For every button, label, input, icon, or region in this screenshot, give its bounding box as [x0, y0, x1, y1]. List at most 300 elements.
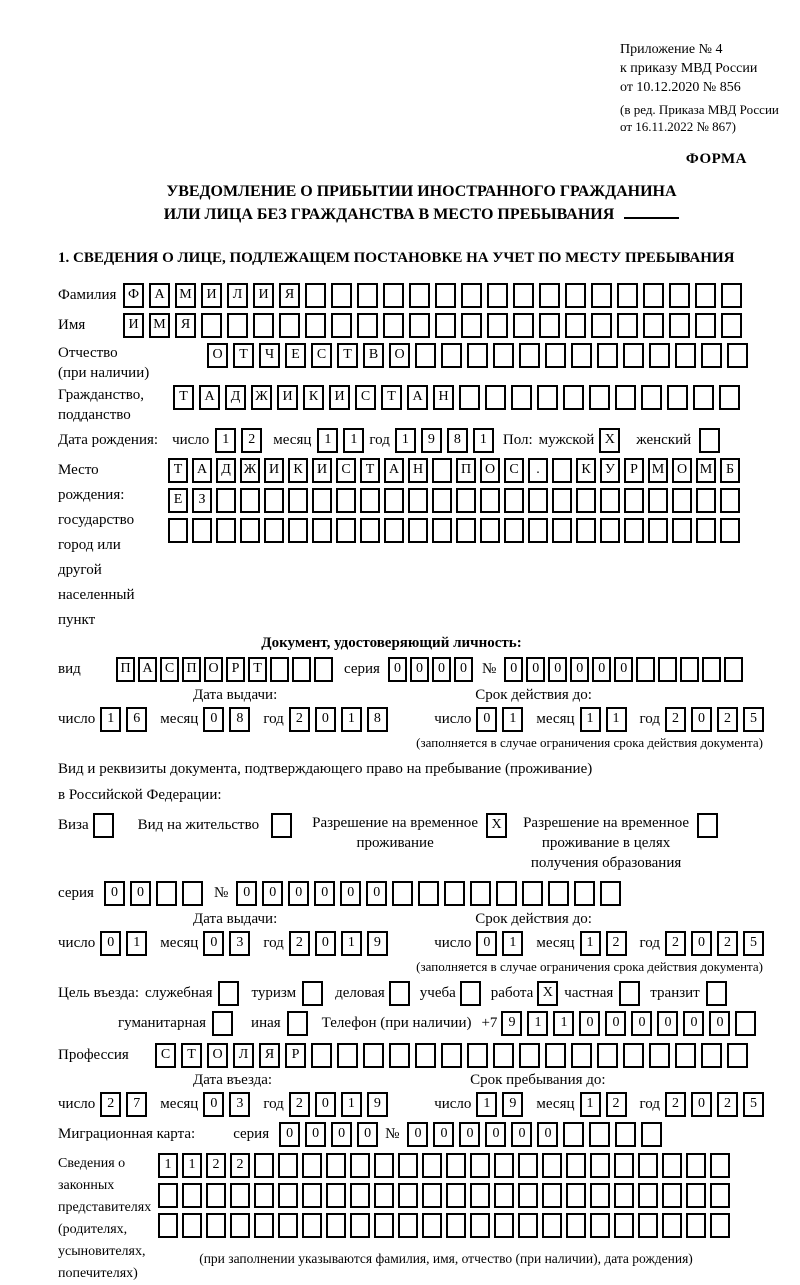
char-cell[interactable]: [326, 1183, 346, 1208]
char-cell[interactable]: С: [155, 1043, 176, 1068]
char-cell[interactable]: [574, 881, 595, 906]
char-cell[interactable]: [638, 1183, 658, 1208]
char-cell[interactable]: [168, 518, 188, 543]
char-cell[interactable]: [470, 1183, 490, 1208]
char-cell[interactable]: 1: [126, 931, 147, 956]
char-cell[interactable]: [253, 313, 274, 338]
char-cell[interactable]: [710, 1213, 730, 1238]
char-cell[interactable]: [600, 881, 621, 906]
char-cell[interactable]: [552, 518, 572, 543]
char-cell[interactable]: 0: [433, 1122, 454, 1147]
char-cell[interactable]: [288, 518, 308, 543]
char-cell[interactable]: [302, 1183, 322, 1208]
char-cell[interactable]: 1: [341, 707, 362, 732]
char-cell[interactable]: Р: [285, 1043, 306, 1068]
char-cell[interactable]: [389, 1043, 410, 1068]
char-cell[interactable]: [735, 1011, 756, 1036]
purpose-work-checkbox[interactable]: X: [537, 981, 558, 1006]
char-cell[interactable]: [649, 343, 670, 368]
char-cell[interactable]: [350, 1153, 370, 1178]
char-cell[interactable]: [669, 283, 690, 308]
purpose-official-checkbox[interactable]: [218, 981, 239, 1006]
char-cell[interactable]: [456, 488, 476, 513]
char-cell[interactable]: [701, 343, 722, 368]
char-cell[interactable]: Е: [285, 343, 306, 368]
char-cell[interactable]: 0: [288, 881, 309, 906]
char-cell[interactable]: [617, 283, 638, 308]
char-cell[interactable]: [696, 518, 716, 543]
char-cell[interactable]: М: [149, 313, 170, 338]
char-cell[interactable]: С: [504, 458, 524, 483]
char-cell[interactable]: [336, 488, 356, 513]
char-cell[interactable]: [648, 518, 668, 543]
char-cell[interactable]: [721, 283, 742, 308]
char-cell[interactable]: [350, 1183, 370, 1208]
char-cell[interactable]: 0: [657, 1011, 678, 1036]
char-cell[interactable]: [641, 1122, 662, 1147]
char-cell[interactable]: [279, 313, 300, 338]
char-cell[interactable]: [680, 657, 699, 682]
char-cell[interactable]: [643, 283, 664, 308]
char-cell[interactable]: Л: [227, 283, 248, 308]
char-cell[interactable]: [446, 1213, 466, 1238]
char-cell[interactable]: [494, 1183, 514, 1208]
char-cell[interactable]: [675, 1043, 696, 1068]
visa-checkbox[interactable]: [93, 813, 114, 838]
char-cell[interactable]: [669, 313, 690, 338]
char-cell[interactable]: [542, 1213, 562, 1238]
char-cell[interactable]: 9: [501, 1011, 522, 1036]
char-cell[interactable]: [662, 1213, 682, 1238]
char-cell[interactable]: [504, 518, 524, 543]
char-cell[interactable]: 9: [502, 1092, 523, 1117]
char-cell[interactable]: [374, 1153, 394, 1178]
char-cell[interactable]: 0: [691, 1092, 712, 1117]
char-cell[interactable]: [591, 313, 612, 338]
char-cell[interactable]: [658, 657, 677, 682]
char-cell[interactable]: Я: [279, 283, 300, 308]
char-cell[interactable]: [470, 881, 491, 906]
char-cell[interactable]: [230, 1213, 250, 1238]
char-cell[interactable]: [552, 458, 572, 483]
char-cell[interactable]: [571, 343, 592, 368]
char-cell[interactable]: [548, 881, 569, 906]
char-cell[interactable]: [576, 488, 596, 513]
char-cell[interactable]: [441, 343, 462, 368]
char-cell[interactable]: [615, 385, 636, 410]
char-cell[interactable]: [216, 518, 236, 543]
char-cell[interactable]: [518, 1153, 538, 1178]
purpose-private-checkbox[interactable]: [619, 981, 640, 1006]
char-cell[interactable]: [230, 1183, 250, 1208]
char-cell[interactable]: [350, 1213, 370, 1238]
char-cell[interactable]: Ж: [240, 458, 260, 483]
char-cell[interactable]: 1: [606, 707, 627, 732]
char-cell[interactable]: [383, 313, 404, 338]
char-cell[interactable]: [302, 1213, 322, 1238]
char-cell[interactable]: [264, 518, 284, 543]
char-cell[interactable]: 0: [605, 1011, 626, 1036]
char-cell[interactable]: Т: [181, 1043, 202, 1068]
char-cell[interactable]: [576, 518, 596, 543]
char-cell[interactable]: 1: [343, 428, 364, 453]
char-cell[interactable]: [435, 283, 456, 308]
char-cell[interactable]: Я: [259, 1043, 280, 1068]
char-cell[interactable]: 0: [537, 1122, 558, 1147]
char-cell[interactable]: 2: [230, 1153, 250, 1178]
char-cell[interactable]: К: [303, 385, 324, 410]
char-cell[interactable]: Е: [168, 488, 188, 513]
char-cell[interactable]: [270, 657, 289, 682]
char-cell[interactable]: [719, 385, 740, 410]
char-cell[interactable]: [156, 881, 177, 906]
char-cell[interactable]: [227, 313, 248, 338]
char-cell[interactable]: [727, 1043, 748, 1068]
char-cell[interactable]: [693, 385, 714, 410]
char-cell[interactable]: 0: [691, 707, 712, 732]
char-cell[interactable]: Б: [720, 458, 740, 483]
char-cell[interactable]: [337, 1043, 358, 1068]
char-cell[interactable]: [357, 313, 378, 338]
char-cell[interactable]: [614, 1183, 634, 1208]
char-cell[interactable]: [539, 313, 560, 338]
char-cell[interactable]: [636, 657, 655, 682]
char-cell[interactable]: 2: [289, 1092, 310, 1117]
sex-female-checkbox[interactable]: [699, 428, 720, 453]
char-cell[interactable]: [480, 518, 500, 543]
char-cell[interactable]: [254, 1213, 274, 1238]
char-cell[interactable]: 3: [229, 1092, 250, 1117]
char-cell[interactable]: [383, 283, 404, 308]
char-cell[interactable]: [409, 313, 430, 338]
char-cell[interactable]: 0: [432, 657, 451, 682]
char-cell[interactable]: 0: [315, 707, 336, 732]
char-cell[interactable]: [617, 313, 638, 338]
char-cell[interactable]: 2: [606, 1092, 627, 1117]
char-cell[interactable]: [672, 488, 692, 513]
char-cell[interactable]: [528, 518, 548, 543]
char-cell[interactable]: [487, 283, 508, 308]
char-cell[interactable]: [360, 518, 380, 543]
char-cell[interactable]: У: [600, 458, 620, 483]
char-cell[interactable]: [432, 488, 452, 513]
char-cell[interactable]: [278, 1213, 298, 1238]
char-cell[interactable]: [518, 1213, 538, 1238]
char-cell[interactable]: [432, 518, 452, 543]
char-cell[interactable]: О: [207, 1043, 228, 1068]
char-cell[interactable]: Т: [173, 385, 194, 410]
char-cell[interactable]: [648, 488, 668, 513]
char-cell[interactable]: И: [312, 458, 332, 483]
char-cell[interactable]: 0: [709, 1011, 730, 1036]
char-cell[interactable]: 0: [100, 931, 121, 956]
purpose-business-checkbox[interactable]: [389, 981, 410, 1006]
char-cell[interactable]: [331, 283, 352, 308]
char-cell[interactable]: Т: [168, 458, 188, 483]
char-cell[interactable]: 0: [548, 657, 567, 682]
char-cell[interactable]: [201, 313, 222, 338]
char-cell[interactable]: [695, 283, 716, 308]
char-cell[interactable]: 0: [691, 931, 712, 956]
char-cell[interactable]: [686, 1153, 706, 1178]
char-cell[interactable]: [600, 488, 620, 513]
char-cell[interactable]: 8: [229, 707, 250, 732]
char-cell[interactable]: 0: [315, 931, 336, 956]
char-cell[interactable]: [686, 1183, 706, 1208]
char-cell[interactable]: [539, 283, 560, 308]
char-cell[interactable]: [158, 1183, 178, 1208]
char-cell[interactable]: А: [192, 458, 212, 483]
char-cell[interactable]: [565, 283, 586, 308]
char-cell[interactable]: [511, 385, 532, 410]
char-cell[interactable]: 9: [367, 1092, 388, 1117]
char-cell[interactable]: [206, 1213, 226, 1238]
char-cell[interactable]: [519, 343, 540, 368]
char-cell[interactable]: [384, 488, 404, 513]
char-cell[interactable]: [701, 1043, 722, 1068]
char-cell[interactable]: [614, 1213, 634, 1238]
char-cell[interactable]: [563, 385, 584, 410]
char-cell[interactable]: М: [696, 458, 716, 483]
char-cell[interactable]: [480, 488, 500, 513]
char-cell[interactable]: [522, 881, 543, 906]
residence-permit-checkbox[interactable]: [271, 813, 292, 838]
char-cell[interactable]: [494, 1153, 514, 1178]
char-cell[interactable]: З: [192, 488, 212, 513]
char-cell[interactable]: [360, 488, 380, 513]
char-cell[interactable]: [456, 518, 476, 543]
char-cell[interactable]: Т: [360, 458, 380, 483]
char-cell[interactable]: 0: [388, 657, 407, 682]
char-cell[interactable]: 2: [665, 707, 686, 732]
purpose-tourism-checkbox[interactable]: [302, 981, 323, 1006]
char-cell[interactable]: [415, 1043, 436, 1068]
char-cell[interactable]: 8: [447, 428, 468, 453]
char-cell[interactable]: [336, 518, 356, 543]
char-cell[interactable]: Р: [226, 657, 245, 682]
char-cell[interactable]: [435, 313, 456, 338]
char-cell[interactable]: Т: [381, 385, 402, 410]
char-cell[interactable]: 0: [592, 657, 611, 682]
char-cell[interactable]: 0: [305, 1122, 326, 1147]
char-cell[interactable]: 2: [717, 707, 738, 732]
char-cell[interactable]: [565, 313, 586, 338]
char-cell[interactable]: [667, 385, 688, 410]
char-cell[interactable]: 7: [126, 1092, 147, 1117]
char-cell[interactable]: Р: [624, 458, 644, 483]
char-cell[interactable]: О: [207, 343, 228, 368]
char-cell[interactable]: [470, 1213, 490, 1238]
char-cell[interactable]: И: [253, 283, 274, 308]
char-cell[interactable]: 0: [511, 1122, 532, 1147]
char-cell[interactable]: [278, 1183, 298, 1208]
char-cell[interactable]: [374, 1183, 394, 1208]
char-cell[interactable]: С: [355, 385, 376, 410]
char-cell[interactable]: 1: [580, 707, 601, 732]
char-cell[interactable]: 0: [459, 1122, 480, 1147]
char-cell[interactable]: [415, 343, 436, 368]
char-cell[interactable]: 0: [476, 707, 497, 732]
char-cell[interactable]: .: [528, 458, 548, 483]
char-cell[interactable]: Ч: [259, 343, 280, 368]
char-cell[interactable]: [446, 1153, 466, 1178]
char-cell[interactable]: [292, 657, 311, 682]
char-cell[interactable]: [288, 488, 308, 513]
char-cell[interactable]: [496, 881, 517, 906]
char-cell[interactable]: Ф: [123, 283, 144, 308]
char-cell[interactable]: 2: [665, 1092, 686, 1117]
char-cell[interactable]: [672, 518, 692, 543]
char-cell[interactable]: 0: [407, 1122, 428, 1147]
char-cell[interactable]: [696, 488, 716, 513]
char-cell[interactable]: 2: [606, 931, 627, 956]
char-cell[interactable]: [182, 1213, 202, 1238]
char-cell[interactable]: 2: [717, 1092, 738, 1117]
char-cell[interactable]: [702, 657, 721, 682]
char-cell[interactable]: [675, 343, 696, 368]
char-cell[interactable]: С: [160, 657, 179, 682]
char-cell[interactable]: 9: [421, 428, 442, 453]
char-cell[interactable]: 1: [215, 428, 236, 453]
char-cell[interactable]: 5: [743, 707, 764, 732]
char-cell[interactable]: [494, 1213, 514, 1238]
char-cell[interactable]: 0: [366, 881, 387, 906]
char-cell[interactable]: [638, 1213, 658, 1238]
char-cell[interactable]: [589, 385, 610, 410]
char-cell[interactable]: Т: [248, 657, 267, 682]
char-cell[interactable]: [638, 1153, 658, 1178]
char-cell[interactable]: Я: [175, 313, 196, 338]
char-cell[interactable]: О: [672, 458, 692, 483]
char-cell[interactable]: [422, 1213, 442, 1238]
char-cell[interactable]: [459, 385, 480, 410]
char-cell[interactable]: [662, 1183, 682, 1208]
char-cell[interactable]: [566, 1183, 586, 1208]
char-cell[interactable]: 9: [367, 931, 388, 956]
char-cell[interactable]: [384, 518, 404, 543]
char-cell[interactable]: 3: [229, 931, 250, 956]
char-cell[interactable]: 2: [289, 707, 310, 732]
char-cell[interactable]: А: [407, 385, 428, 410]
char-cell[interactable]: 1: [580, 1092, 601, 1117]
char-cell[interactable]: [326, 1153, 346, 1178]
char-cell[interactable]: [418, 881, 439, 906]
char-cell[interactable]: И: [201, 283, 222, 308]
char-cell[interactable]: [182, 881, 203, 906]
char-cell[interactable]: [240, 488, 260, 513]
char-cell[interactable]: 1: [317, 428, 338, 453]
char-cell[interactable]: 0: [331, 1122, 352, 1147]
char-cell[interactable]: П: [456, 458, 476, 483]
char-cell[interactable]: [528, 488, 548, 513]
purpose-study-checkbox[interactable]: [460, 981, 481, 1006]
char-cell[interactable]: [695, 313, 716, 338]
char-cell[interactable]: К: [576, 458, 596, 483]
char-cell[interactable]: [311, 1043, 332, 1068]
char-cell[interactable]: 2: [717, 931, 738, 956]
purpose-humanitarian-checkbox[interactable]: [212, 1011, 233, 1036]
char-cell[interactable]: 0: [476, 931, 497, 956]
char-cell[interactable]: [545, 343, 566, 368]
char-cell[interactable]: [305, 313, 326, 338]
char-cell[interactable]: 0: [104, 881, 125, 906]
char-cell[interactable]: [374, 1213, 394, 1238]
char-cell[interactable]: [504, 488, 524, 513]
char-cell[interactable]: [649, 1043, 670, 1068]
char-cell[interactable]: 0: [262, 881, 283, 906]
char-cell[interactable]: [485, 385, 506, 410]
char-cell[interactable]: В: [363, 343, 384, 368]
char-cell[interactable]: 1: [580, 931, 601, 956]
char-cell[interactable]: 0: [236, 881, 257, 906]
char-cell[interactable]: [591, 283, 612, 308]
char-cell[interactable]: [408, 518, 428, 543]
char-cell[interactable]: [398, 1183, 418, 1208]
char-cell[interactable]: [513, 283, 534, 308]
char-cell[interactable]: [641, 385, 662, 410]
char-cell[interactable]: [563, 1122, 584, 1147]
char-cell[interactable]: 0: [683, 1011, 704, 1036]
char-cell[interactable]: [487, 313, 508, 338]
char-cell[interactable]: С: [311, 343, 332, 368]
char-cell[interactable]: [537, 385, 558, 410]
char-cell[interactable]: [182, 1183, 202, 1208]
char-cell[interactable]: 0: [340, 881, 361, 906]
sex-male-checkbox[interactable]: X: [599, 428, 620, 453]
char-cell[interactable]: [519, 1043, 540, 1068]
char-cell[interactable]: М: [648, 458, 668, 483]
char-cell[interactable]: 2: [665, 931, 686, 956]
char-cell[interactable]: [470, 1153, 490, 1178]
char-cell[interactable]: [552, 488, 572, 513]
char-cell[interactable]: 5: [743, 1092, 764, 1117]
char-cell[interactable]: [710, 1153, 730, 1178]
char-cell[interactable]: 0: [315, 1092, 336, 1117]
char-cell[interactable]: [597, 343, 618, 368]
char-cell[interactable]: [721, 313, 742, 338]
char-cell[interactable]: [590, 1213, 610, 1238]
char-cell[interactable]: 0: [203, 707, 224, 732]
char-cell[interactable]: [312, 518, 332, 543]
char-cell[interactable]: 0: [203, 931, 224, 956]
char-cell[interactable]: О: [204, 657, 223, 682]
char-cell[interactable]: 1: [527, 1011, 548, 1036]
char-cell[interactable]: [357, 283, 378, 308]
char-cell[interactable]: [392, 881, 413, 906]
char-cell[interactable]: А: [138, 657, 157, 682]
char-cell[interactable]: И: [277, 385, 298, 410]
char-cell[interactable]: 0: [314, 881, 335, 906]
char-cell[interactable]: 0: [631, 1011, 652, 1036]
char-cell[interactable]: [326, 1213, 346, 1238]
char-cell[interactable]: [408, 488, 428, 513]
char-cell[interactable]: [566, 1153, 586, 1178]
char-cell[interactable]: 1: [395, 428, 416, 453]
char-cell[interactable]: [590, 1153, 610, 1178]
char-cell[interactable]: [444, 881, 465, 906]
char-cell[interactable]: П: [182, 657, 201, 682]
char-cell[interactable]: 1: [158, 1153, 178, 1178]
char-cell[interactable]: [493, 1043, 514, 1068]
char-cell[interactable]: [623, 343, 644, 368]
char-cell[interactable]: [542, 1153, 562, 1178]
char-cell[interactable]: Н: [408, 458, 428, 483]
char-cell[interactable]: 1: [182, 1153, 202, 1178]
char-cell[interactable]: [216, 488, 236, 513]
char-cell[interactable]: [331, 313, 352, 338]
char-cell[interactable]: 0: [614, 657, 633, 682]
char-cell[interactable]: [467, 343, 488, 368]
